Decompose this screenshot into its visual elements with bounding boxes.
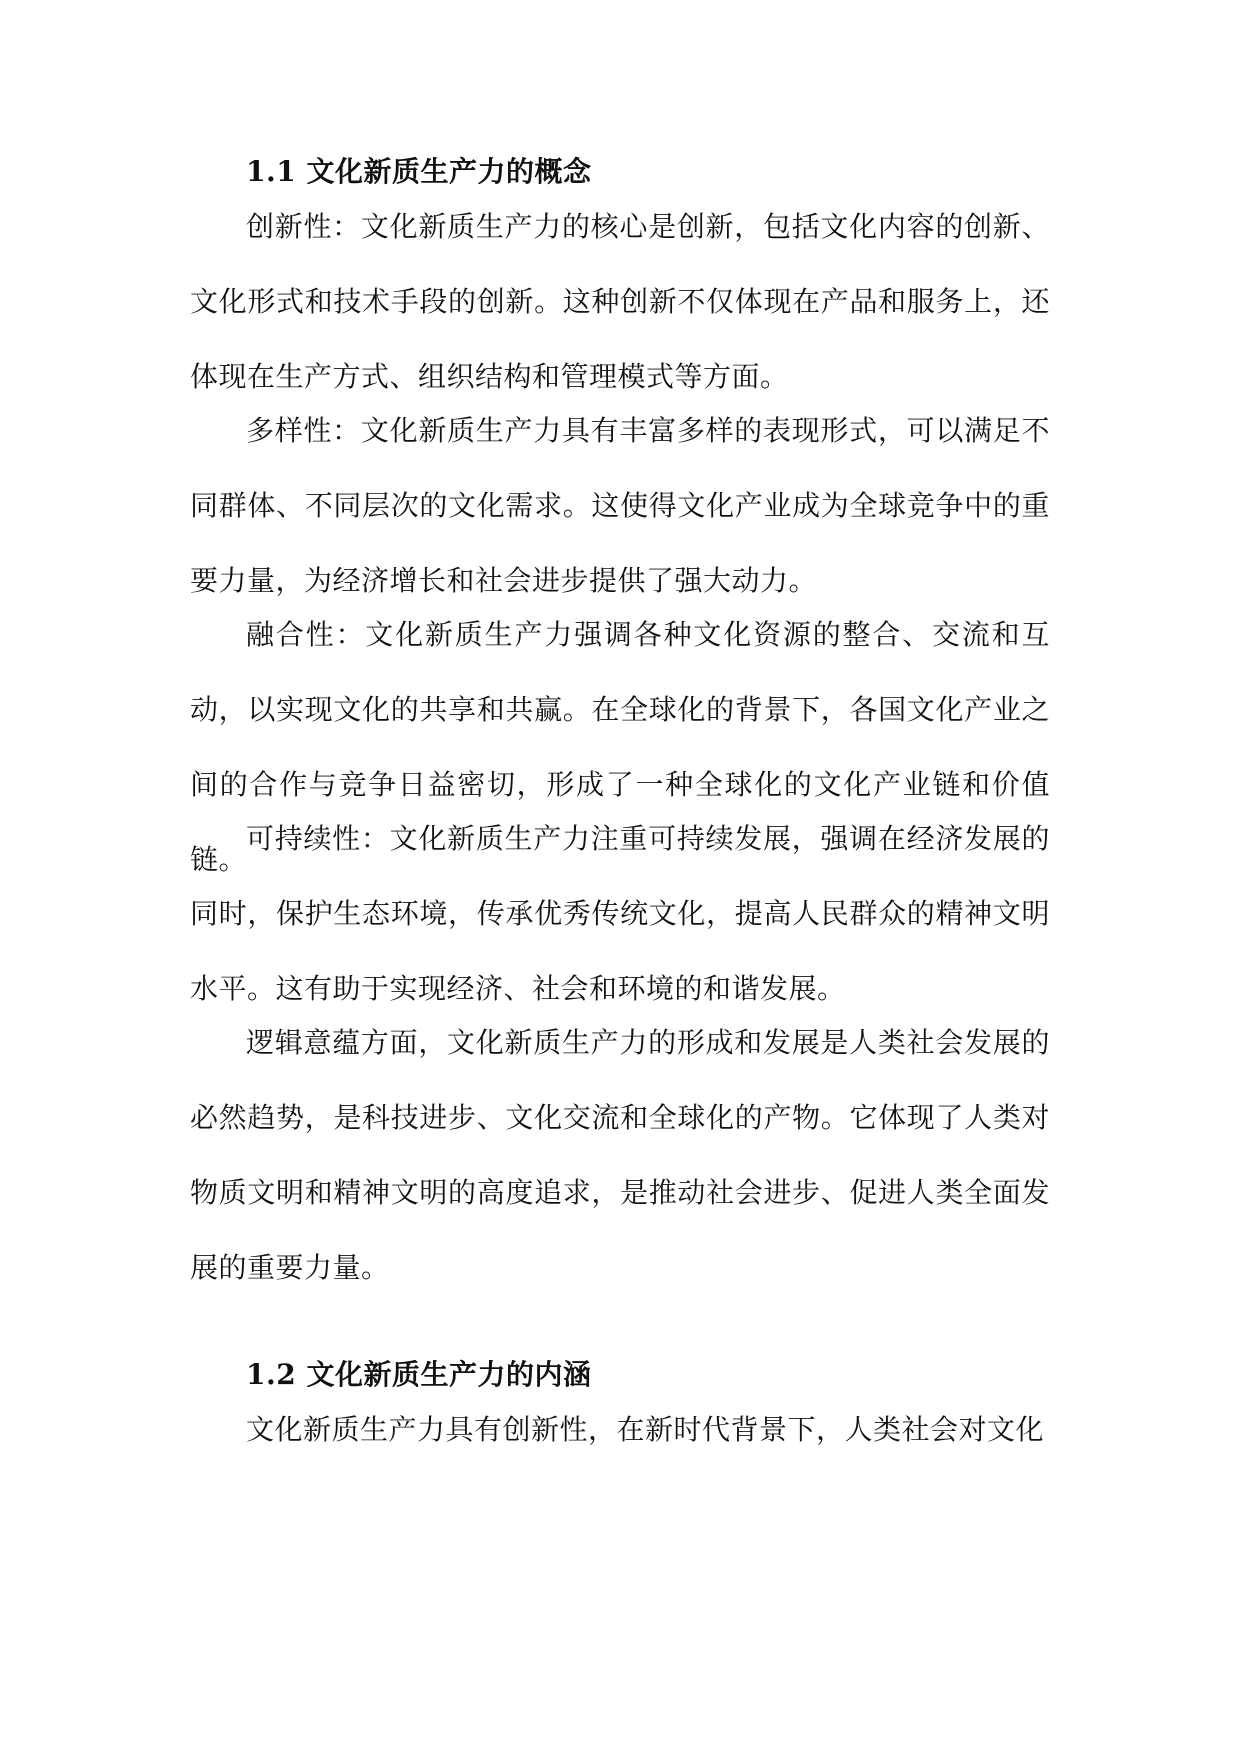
paragraph-innovation: 创新性：文化新质生产力的核心是创新，包括文化内容的创新、文化形式和技术手段的创新。这种创新不仅体现在产品和服务上，还体现在生产方式、组织结构和管理模式等方面。 [190,210,1050,393]
paragraph-integration: 融合性：文化新质生产力强调各种文化资源的整合、交流和互动，以实现文化的共享和共赢。在全球化的背景下，各国文化产业之间的合作与竞争日益密切，形成了一种全球化的文化产业链和价值链。 [190,618,1050,876]
section-heading-1-2: 1.2 文化新质生产力的内涵 [246,1358,592,1391]
paragraph-connotation: 文化新质生产力具有创新性，在新时代背景下，人类社会对文化 [246,1413,1045,1446]
section-heading-1-1: 1.1 文化新质生产力的概念 [246,155,592,188]
paragraph-diversity: 多样性：文化新质生产力具有丰富多样的表现形式，可以满足不同群体、不同层次的文化需求。这使得文化产业成为全球竞争中的重要力量，为经济增长和社会进步提供了强大动力。 [190,414,1050,597]
paragraph-sustainability: 可持续性：文化新质生产力注重可持续发展，强调在经济发展的同时，保护生态环境，传承优秀传统文化，提高人民群众的精神文明水平。这有助于实现经济、社会和环境的和谐发展。 [190,822,1050,1005]
paragraph-logical-implication: 逻辑意蕴方面，文化新质生产力的形成和发展是人类社会发展的必然趋势，是科技进步、文化交流和全球化的产物。它体现了人类对物质文明和精神文明的高度追求，是推动社会进步、促进人类全面发展的重要力量。 [190,1026,1050,1284]
